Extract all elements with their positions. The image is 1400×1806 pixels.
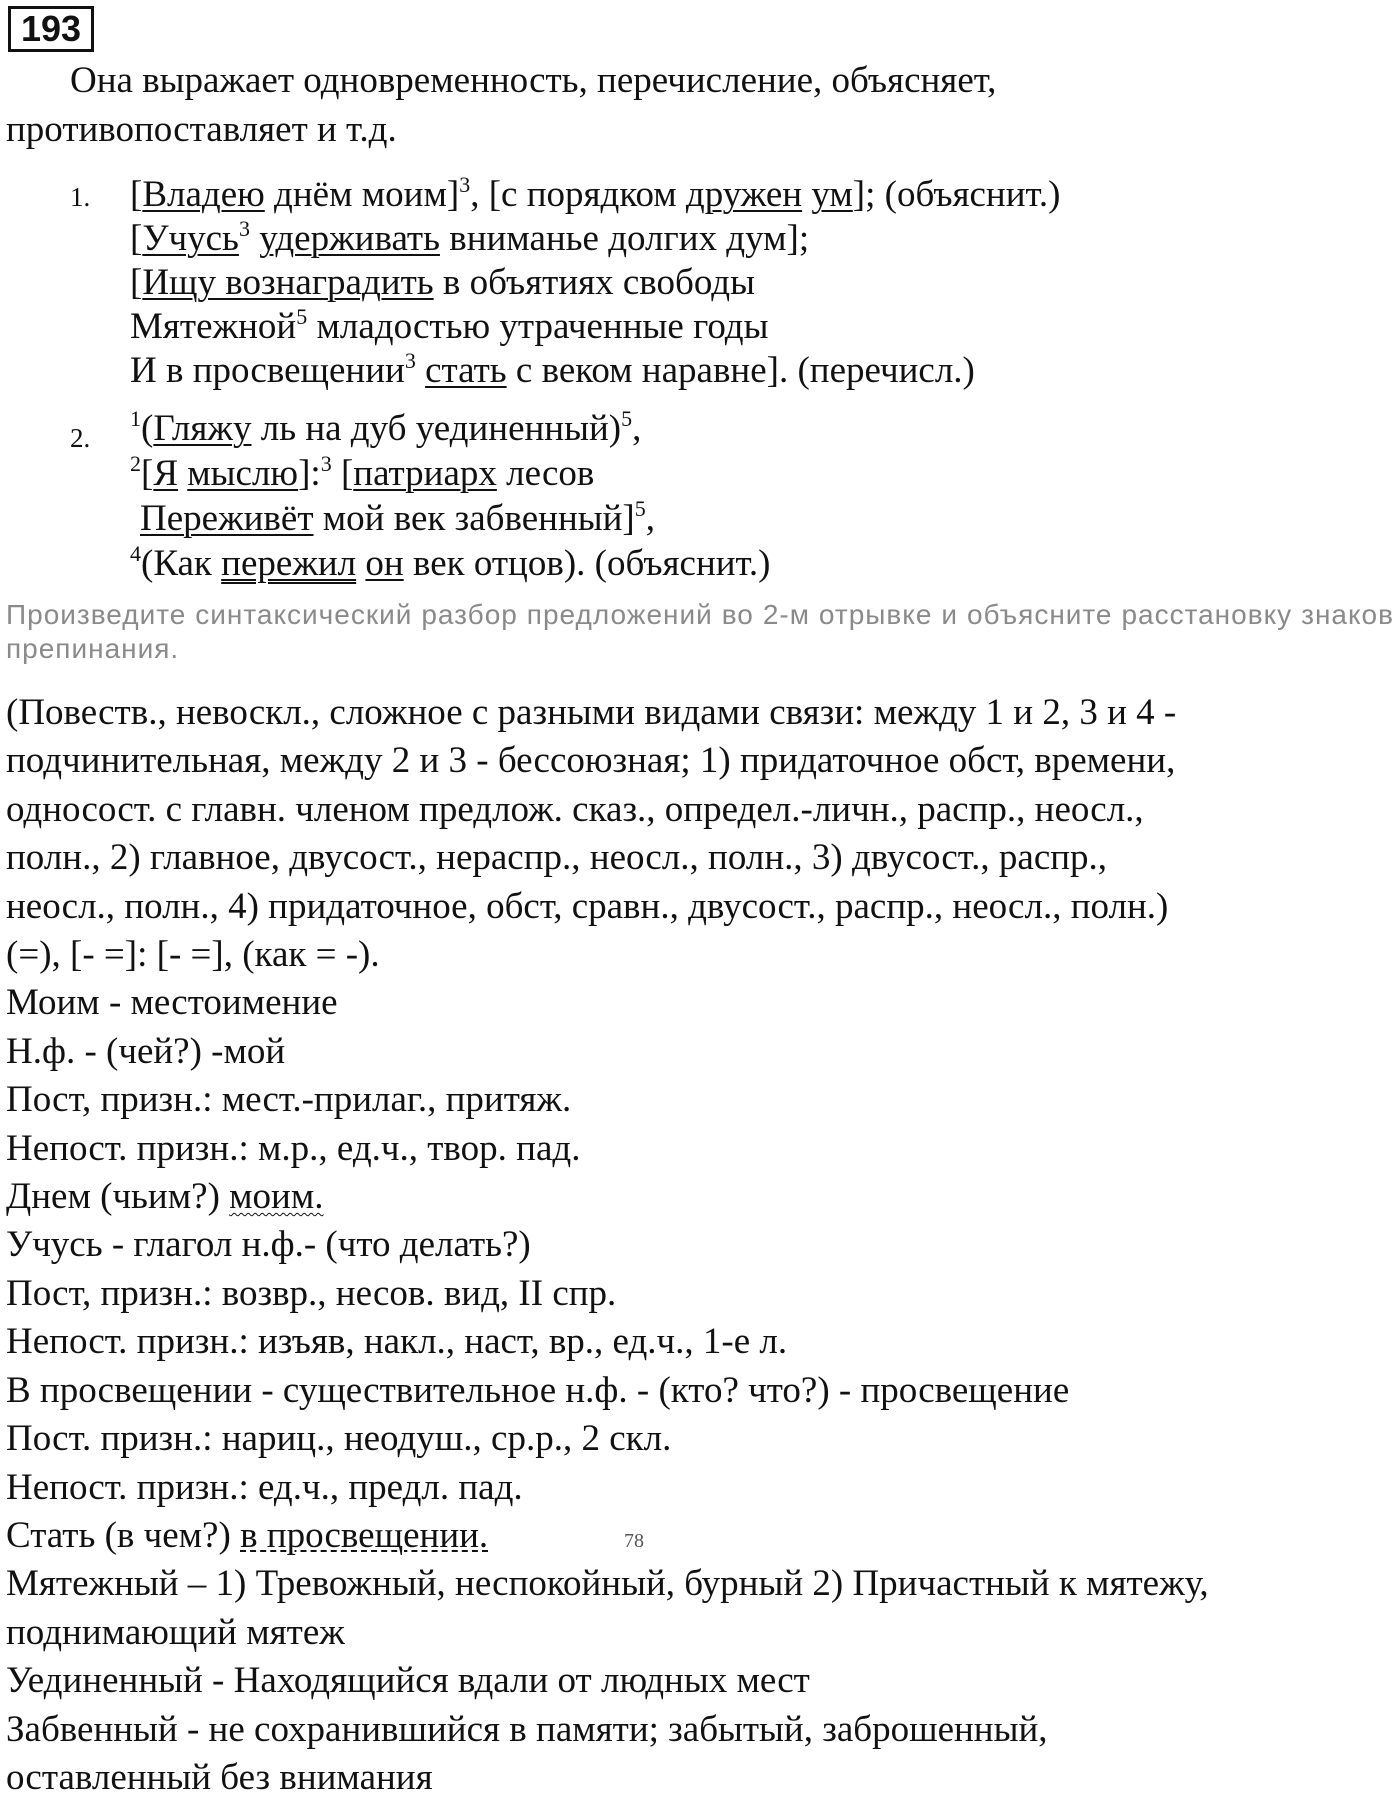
analysis-line: (=), [- =]: [- =], (как = -). [6,934,380,976]
analysis-line: Пост. призн.: нариц., неодуш., ср.р., 2 скл. [6,1418,672,1460]
poem-1-line-3: [Ищу вознаградить в объятиях свободы [130,262,755,303]
analysis-line: подчинительная, между 2 и 3 - бессоюзная; 1) придаточное обст, времени, [6,740,1176,782]
analysis-line: полн., 2) главное, двусост., нераспр., неосл., полн., 3) двусост., распр., [6,837,1108,879]
page-number: 78 [624,1530,644,1552]
analysis-line-dashed: Стать (в чем?) в просвещении. [6,1514,489,1556]
analysis-line: односост. с главн. членом предлож. сказ., определ.-личн., распр., неосл., [6,788,1144,830]
poem-1-line-4: Мятежной$^5$ младостью утраченные годы [130,304,769,347]
analysis-line: (Повеств., невоскл., сложное с разными видами связи: между 1 и 2, 3 и 4 - [6,692,1177,733]
poem-1-line-5: И в просвещении$^3$ стать с веком наравне]. (перечисл.) [130,348,975,391]
vocab-line: поднимающий мятеж [6,1611,345,1653]
exercise-number: 193 [8,6,94,52]
analysis-line: Непост. призн.: м.р., ед.ч., твор. пад. [6,1127,581,1169]
poem-1-line-1: [Владею днём моим]$^3$, [с порядком дружен ум]; (объяснит.) [130,172,1061,215]
analysis-block [6,689,1386,1802]
analysis-line: Моим - местоимение [6,982,338,1024]
analysis-line: Н.ф. - (чей?) -мой [6,1030,286,1072]
analysis-line: Пост, призн.: возвр., несов. вид, II спр. [6,1272,617,1314]
vocab-line: Мятежный – 1) Тревожный, неспокойный, бурный 2) Причастный к мятежу, [6,1563,1209,1605]
poem-2-line-4: $^4$(Как пережил он век отцов). (объяснит.) [130,541,771,584]
analysis-line-wavy: Днем (чьим?) моим. [6,1176,324,1218]
vocab-line: Уединенный - Находящийся вдали от людных мест [6,1660,810,1702]
analysis-line: Пост, призн.: мест.-прилаг., притяж. [6,1079,572,1121]
poem-2-line-1: $^1$(Гляжу ль на дуб уединенный)$^5$, [130,406,642,449]
intro-paragraph [6,56,1186,154]
task-instruction: Произведите синтаксический разбор предложений во 2-м отрывке и объясните расстановку знаков препинания. [6,599,1394,664]
intro-line-2: противопоставляет и т.д. [6,109,397,150]
poem-2-line-3: Переживёт мой век забвенный]$^5$, [140,496,655,539]
analysis-line: Непост. призн.: ед.ч., предл. пад. [6,1466,523,1508]
list-number-1: 1. [70,182,91,212]
analysis-line: В просвещении - существительное н.ф. - (кто? что?) - просвещение [6,1369,1070,1411]
vocab-line: Забвенный - не сохранившийся в памяти; забытый, заброшенный, [6,1708,1048,1750]
analysis-line: неосл., полн., 4) придаточное, обст, сравн., двусост., распр., неосл., полн.) [6,885,1169,927]
poem-2-line-2: $^2$[Я мыслю]:$^3$ [патриарх лесов [130,451,595,494]
intro-line-1: Она выражает одновременность, перечисление, объясняет, [70,60,997,101]
poem-1-line-2: [Учусь$^3$ удерживать вниманье долгих дум]; [130,216,810,259]
analysis-line: Учусь - глагол н.ф.- (что делать?) [6,1224,531,1266]
analysis-line: Непост. призн.: изъяв, накл., наст, вр., ед.ч., 1-е л. [6,1321,788,1363]
list-number-2: 2. [70,423,91,453]
vocab-line: оставленный без внимания [6,1756,433,1798]
